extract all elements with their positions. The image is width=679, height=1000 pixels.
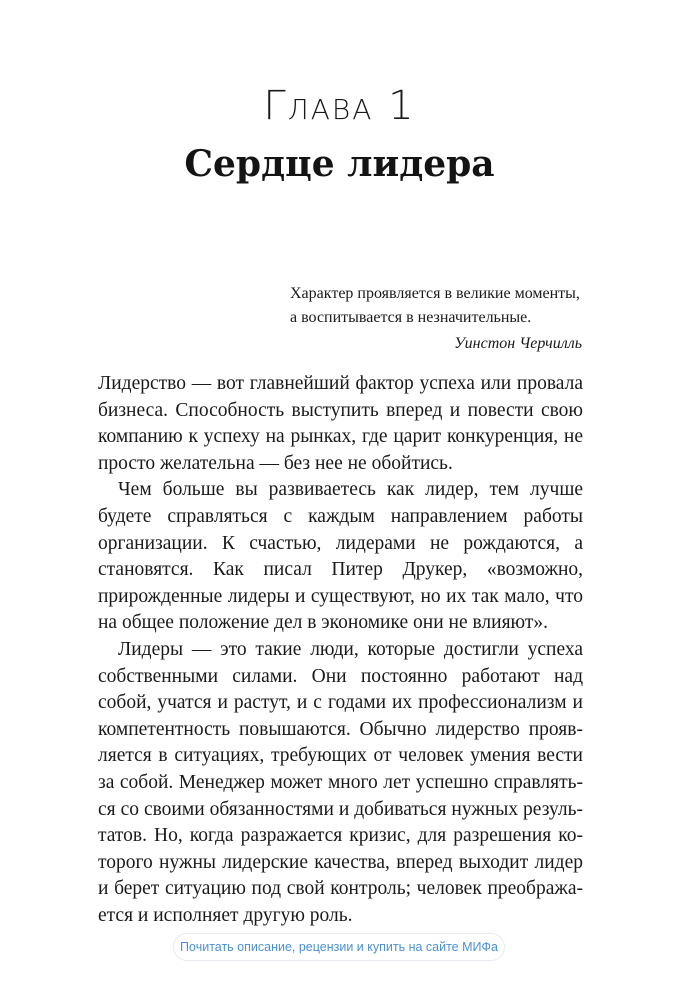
paragraph-1: Лидерство — вот главнейший фактор успеха или провала бизнеса. Способность выступить вперед и повести свою компанию к успеху на рынках, где царит конкуренция, не просто желательна — без нее не обойтись. xyxy=(98,373,583,474)
epigraph-line-1: Характер проявляется в великие моменты, xyxy=(290,285,580,302)
buy-link[interactable]: Почитать описание, рецензии и купить на сайте МИФа xyxy=(173,933,505,961)
chapter-title: Сердце лидера xyxy=(184,143,495,185)
chapter-number: Глава 1 xyxy=(263,83,416,129)
epigraph xyxy=(290,282,590,356)
epigraph-author: Уинстон Черчилль xyxy=(454,335,582,352)
paragraph-3: Лидеры — это такие люди, которые достигли успеха собственными силами. Они постоянно работают над собой, учатся и растут, и с годами их профессионализм и компетентность повышаются. Обычно лидерство проявляется в ситуациях, требующих от человек умения вести за собой. Менеджер может много лет успешно справляться со своими обязанностями и добиваться нужных результатов. Но, когда разражается кризис, для разрешения которого нужны лидерские качества, вперед выходит лидер и берет ситуацию под свой контроль; человек преображается и исполняет другую роль. xyxy=(98,638,583,926)
epigraph-line-2: а воспитывается в незначительные. xyxy=(290,309,532,326)
chapter-body xyxy=(98,371,583,929)
paragraph-2: Чем больше вы развиваетесь как лидер, тем лучше будете справляться с каждым направлением работы организации. К счастью, лидерами не рождаются, а становятся. Как писал Питер Друкер, «возможно, прирожденные лидеры и существуют, но их так мало, что на общее положение дел в экономике они не влияют». xyxy=(98,479,583,634)
